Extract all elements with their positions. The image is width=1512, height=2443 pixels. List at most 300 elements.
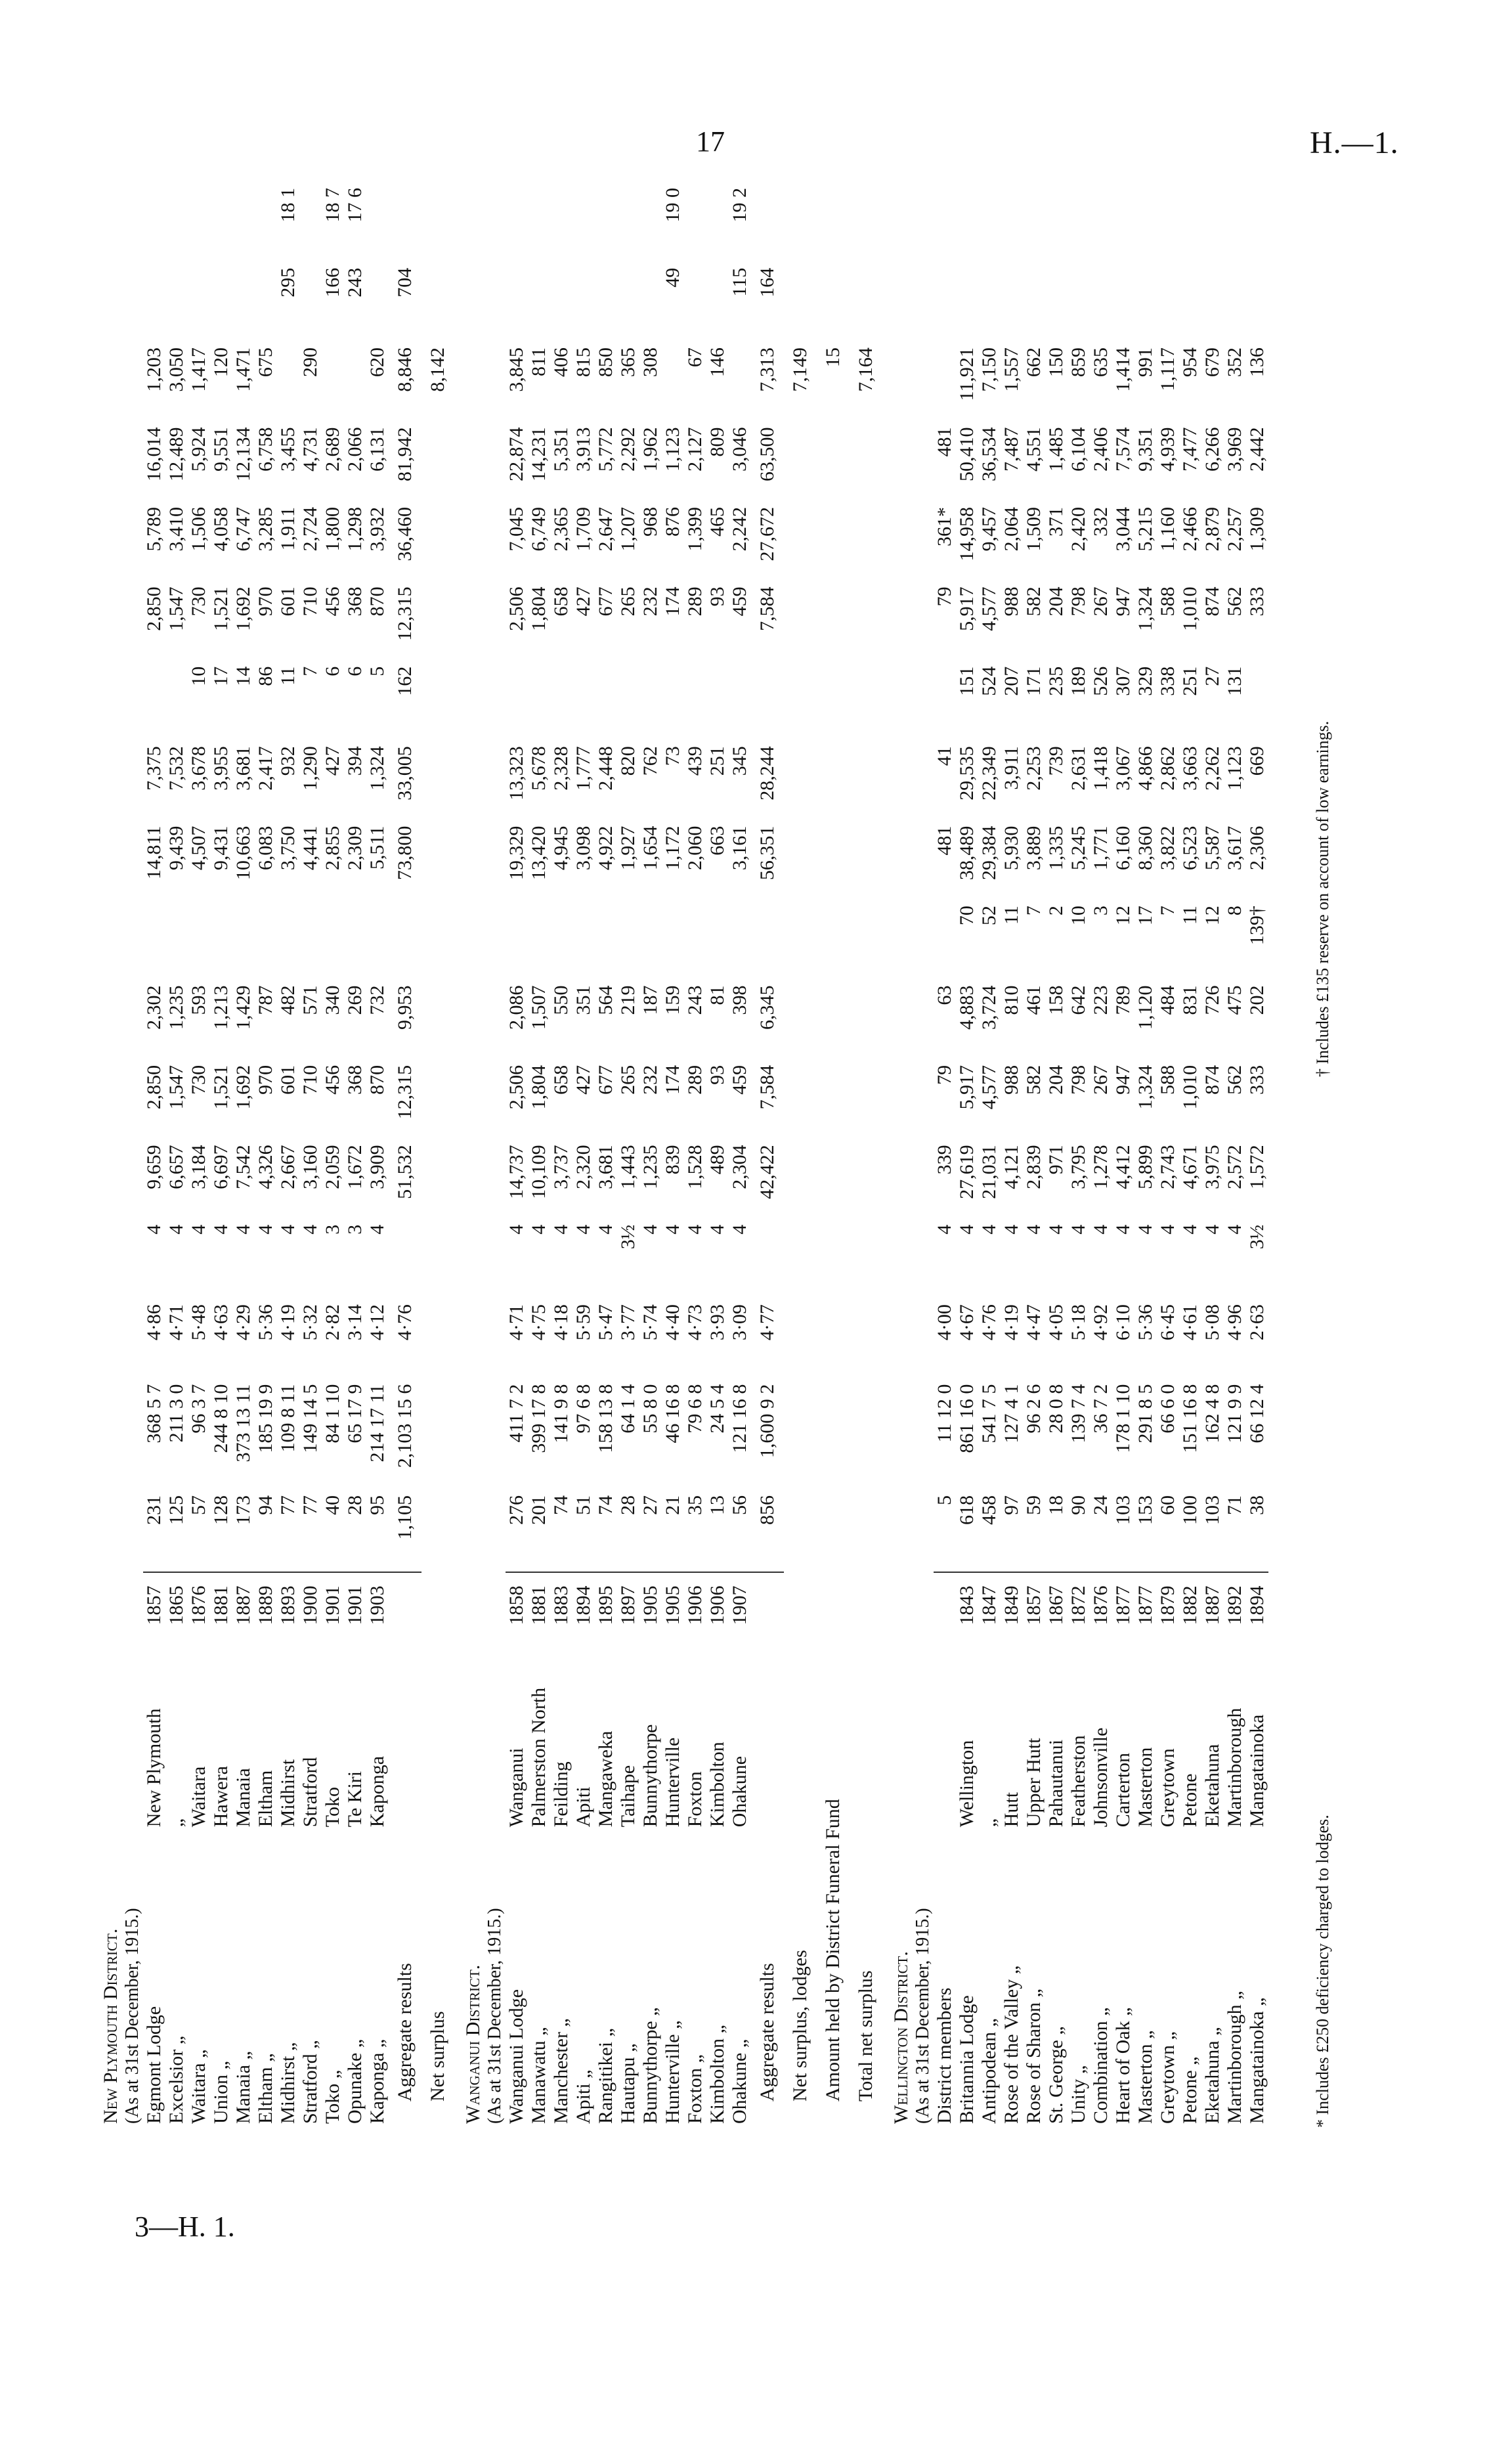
value-cell: 332 (1090, 506, 1112, 537)
lodge-name: Union „ (210, 2061, 232, 2124)
table-row (277, 184, 299, 2128)
members-count: 51 (572, 1491, 595, 1572)
value-cell: 5,772 (595, 427, 616, 472)
value-cell: 988 (1001, 1065, 1022, 1095)
aggregate-value: 81,942 (394, 427, 416, 482)
value-cell: 1,309 (1246, 506, 1268, 552)
value-cell (1068, 264, 1090, 343)
value-cell: 4,945 (550, 825, 572, 871)
table-row (188, 184, 210, 2128)
lodge-year: 1872 (1068, 1585, 1089, 1625)
lodge-name: Eltham „ (255, 2053, 276, 2124)
interest-rate: 4 (934, 1224, 955, 1235)
interest-rate: 4 (366, 1224, 388, 1235)
lodge-name: Wanganui Lodge (506, 1989, 527, 2124)
value-cell: 17 (210, 666, 232, 686)
lodge-name: Mangatainoka „ (1246, 1997, 1268, 2124)
interest-rate: 3 (322, 1224, 343, 1235)
district-subtitle: (As at 31st December, 1915.) (485, 1908, 505, 2124)
aggregate-value: 36,460 (394, 506, 416, 561)
value-cell: 3,067 (1112, 746, 1134, 791)
table-row (143, 184, 165, 2128)
interest-rate: 4 (1134, 1224, 1156, 1235)
table-row (729, 184, 751, 2128)
value-cell: 41 (934, 746, 955, 766)
lodge-year: 1897 (617, 1585, 639, 1625)
value-cell (1246, 663, 1268, 742)
value-cell: 730 (188, 1065, 209, 1095)
table-row (1246, 184, 1268, 2128)
value-cell: 2,257 (1224, 506, 1245, 552)
value-cell (322, 343, 344, 423)
value-cell (729, 902, 751, 981)
funds-value: 84 1 10 (322, 1384, 343, 1443)
value-cell: 351 (572, 985, 594, 1015)
interest-rate: 4 (595, 1224, 616, 1235)
value-cell: 2,304 (729, 1145, 750, 1189)
rate-value: 4·67 (956, 1304, 978, 1341)
value-cell: 12,134 (232, 427, 254, 482)
value-cell: 7 (1023, 906, 1045, 916)
value-cell: 3,681 (595, 1145, 616, 1189)
value-cell: 5 (366, 666, 388, 676)
table-row (595, 184, 617, 2128)
value-cell: 947 (1112, 586, 1134, 617)
value-cell (1045, 184, 1068, 264)
rate-value: 2·63 (1246, 1304, 1268, 1341)
value-cell: 289 (684, 1065, 706, 1095)
members-count: 28 (617, 1491, 639, 1572)
members-count: 28 (344, 1491, 366, 1572)
value-cell: 1,521 (210, 1065, 232, 1110)
value-cell (956, 264, 978, 343)
value-cell: 204 (1045, 586, 1067, 617)
interest-rate: 4 (729, 1224, 750, 1235)
rate-value: 4·47 (1023, 1304, 1045, 1341)
table-row (1090, 184, 1112, 2128)
lodge-year: 1843 (956, 1585, 978, 1625)
value-cell: 86 (255, 666, 276, 686)
value-cell: 11 (1179, 906, 1201, 925)
value-cell: 7,150 (978, 347, 1000, 392)
aggregate-value (751, 902, 784, 981)
lodge-town: Hutt (1001, 1792, 1022, 1828)
value-cell: 394 (344, 746, 366, 776)
funds-value: 185 19 9 (255, 1384, 276, 1453)
value-cell: 3,678 (188, 746, 209, 791)
funds-value: 66 12 4 (1246, 1384, 1268, 1443)
value-cell: 3,909 (366, 1145, 388, 1189)
value-cell: 3,161 (729, 825, 750, 871)
table-row (528, 184, 550, 2128)
table-row (956, 184, 978, 2128)
table-row (210, 184, 232, 2128)
rate-value: 4·73 (684, 1304, 706, 1341)
value-cell (572, 184, 595, 264)
value-cell: 70 (956, 906, 978, 926)
value-cell (1201, 184, 1224, 264)
district-title-row (454, 184, 485, 2128)
value-cell (662, 902, 684, 981)
value-cell: 93 (706, 1065, 728, 1085)
rate-value: 2·82 (322, 1304, 343, 1341)
lodge-year (934, 1572, 956, 1639)
value-cell (978, 184, 1001, 264)
value-cell: 710 (299, 1065, 321, 1095)
members-count: 276 (506, 1491, 528, 1572)
value-cell (1090, 184, 1112, 264)
value-cell: 2,320 (572, 1145, 594, 1189)
value-cell: 9,351 (1134, 427, 1156, 472)
rate-value: 4·63 (210, 1304, 232, 1341)
value-cell: 243 (684, 985, 706, 1015)
value-cell (595, 663, 617, 742)
lodge-name: Manaia „ (232, 2051, 254, 2124)
lodge-name: Manchester „ (550, 2018, 572, 2124)
funds-value: 178 1 10 (1112, 1384, 1134, 1453)
aggregate-value: 51,532 (394, 1145, 416, 1199)
value-cell (572, 264, 595, 343)
value-cell: 19 0 (662, 188, 683, 223)
value-cell (366, 184, 389, 264)
value-cell: 1,962 (639, 427, 661, 472)
value-cell: 456 (322, 1065, 343, 1095)
value-cell: 267 (1090, 1065, 1112, 1095)
funds-value: 139 7 4 (1068, 1384, 1089, 1443)
value-cell: 2,850 (143, 586, 165, 631)
value-cell: 1,298 (344, 506, 366, 552)
aggregate-value: 73,800 (394, 825, 416, 881)
value-cell: 73 (662, 746, 683, 766)
value-cell: 6,758 (255, 427, 276, 472)
value-cell: 19,329 (506, 825, 527, 881)
aggregate-value: 164 (756, 267, 778, 297)
value-cell: 295 (277, 267, 299, 297)
net-surplus-value: 8,142 (427, 347, 448, 392)
value-cell: 726 (1201, 985, 1223, 1015)
rate-value: 6·45 (1157, 1304, 1178, 1341)
value-cell (978, 264, 1001, 343)
value-cell (684, 264, 706, 343)
value-cell: 1,443 (617, 1145, 639, 1189)
value-cell: 49 (662, 267, 683, 288)
interest-rate: 4 (210, 1224, 232, 1235)
value-cell: 550 (550, 985, 572, 1015)
rate-value: 3·14 (344, 1304, 366, 1341)
aggregate-value: 28,244 (756, 746, 778, 801)
value-cell: 2,262 (1201, 746, 1223, 791)
funds-value: 861 16 0 (956, 1384, 978, 1453)
value-cell: 620 (366, 347, 388, 378)
district-title: Wanganui District. (462, 1964, 484, 2124)
value-cell: 2,466 (1179, 506, 1201, 552)
value-cell: 1,521 (210, 586, 232, 631)
value-cell: 459 (729, 1065, 750, 1095)
members-count: 5 (934, 1491, 956, 1572)
funds-value: 96 2 6 (1023, 1384, 1045, 1434)
value-cell (1112, 184, 1134, 264)
value-cell (1045, 264, 1068, 343)
value-cell (1157, 264, 1179, 343)
rate-value: 6·10 (1112, 1304, 1134, 1341)
value-cell (956, 184, 978, 264)
value-cell: 839 (662, 1145, 683, 1175)
value-cell: 1,235 (639, 1145, 661, 1189)
value-cell (299, 264, 322, 343)
value-cell: 235 (1045, 666, 1067, 696)
net-surplus-row (817, 184, 850, 2128)
value-cell: 333 (1246, 1065, 1268, 1095)
lodge-year: 1883 (550, 1585, 572, 1625)
lodge-name: Hautapu „ (617, 2043, 639, 2124)
interest-rate: 4 (506, 1224, 527, 1235)
value-cell (528, 264, 550, 343)
value-cell (595, 184, 617, 264)
lodge-town: Carterton (1112, 1752, 1134, 1828)
value-cell: 159 (662, 985, 683, 1015)
footnote-deficiency: * Includes £250 deficiency charged to lodges. (1313, 1815, 1332, 2128)
value-cell: 189 (1068, 666, 1089, 696)
table-row (1112, 184, 1134, 2128)
lodge-town: Eketahuna (1201, 1744, 1223, 1828)
value-cell (277, 343, 299, 423)
value-cell: 9,431 (210, 825, 232, 871)
interest-rate: 4 (255, 1224, 276, 1235)
value-cell: 1,278 (1090, 1145, 1112, 1189)
rate-value: 4·18 (550, 1304, 572, 1341)
value-cell: 79 (934, 1065, 955, 1085)
funds-value: 121 9 9 (1224, 1384, 1245, 1443)
value-cell (210, 264, 232, 343)
value-cell: 2,127 (684, 427, 706, 472)
value-cell: 398 (729, 985, 750, 1015)
value-cell: 427 (572, 586, 594, 617)
table-row (1157, 184, 1179, 2128)
aggregate-rate: 4·77 (756, 1304, 778, 1341)
funds-value: 151 16 8 (1179, 1384, 1201, 1453)
value-cell (165, 184, 188, 264)
value-cell: 371 (1045, 506, 1067, 537)
funds-value: 141 9 8 (550, 1384, 572, 1443)
value-cell: 29,384 (978, 825, 1000, 881)
rate-value: 4·12 (366, 1304, 388, 1341)
aggregate-label: Aggregate results (756, 1963, 778, 2102)
value-cell: 601 (277, 586, 299, 617)
funds-value: 244 8 10 (210, 1384, 232, 1453)
value-cell (143, 264, 165, 343)
value-cell (1179, 184, 1201, 264)
lodge-town: Mangaweka (595, 1730, 616, 1828)
value-cell: 333 (1246, 586, 1268, 617)
value-cell (506, 184, 528, 264)
table-row (1023, 184, 1045, 2128)
value-cell: 29,535 (956, 746, 978, 801)
rate-value: 4·40 (662, 1304, 683, 1341)
table-row (366, 184, 389, 2128)
interest-rate: 3 (344, 1224, 366, 1235)
table-row (978, 184, 1001, 2128)
value-cell: 269 (344, 985, 366, 1015)
members-count: 125 (165, 1491, 188, 1572)
value-cell: 4,939 (1157, 427, 1178, 472)
interest-rate: 4 (165, 1224, 187, 1235)
lodge-town: Petone (1179, 1773, 1201, 1828)
value-cell (595, 264, 617, 343)
lodge-year: 1905 (639, 1585, 661, 1625)
value-cell: 1,911 (277, 506, 299, 551)
members-count: 27 (639, 1491, 662, 1572)
funds-value: 162 4 8 (1201, 1384, 1223, 1443)
rate-value: 4·00 (934, 1304, 955, 1341)
value-cell: 991 (1134, 347, 1156, 378)
lodge-name: Opunake „ (344, 2038, 366, 2124)
document-reference: H.—1. (1310, 125, 1399, 160)
value-cell (1224, 264, 1246, 343)
lodge-year: 1887 (232, 1585, 254, 1625)
value-cell: 174 (662, 586, 683, 617)
interest-rate: 4 (550, 1224, 572, 1235)
value-cell (639, 663, 662, 742)
value-cell: 202 (1246, 985, 1268, 1015)
value-cell: 3,737 (550, 1145, 572, 1189)
interest-rate: 4 (1157, 1224, 1178, 1235)
lodge-year: 1881 (528, 1585, 550, 1625)
value-cell: 10 (1068, 906, 1089, 926)
lodge-name: Waitara „ (188, 2049, 209, 2124)
value-cell: 3,724 (978, 985, 1000, 1030)
district-subtitle-row (485, 184, 506, 2128)
members-count: 71 (1224, 1491, 1246, 1572)
district-title-row (882, 184, 913, 2128)
value-cell: 18 1 (277, 188, 299, 223)
value-cell: 1,927 (617, 825, 639, 871)
value-cell: 5,215 (1134, 506, 1156, 552)
value-cell: 968 (639, 506, 661, 537)
funds-value: 11 12 0 (934, 1384, 955, 1443)
value-cell: 809 (706, 427, 728, 457)
interest-rate: 4 (639, 1224, 661, 1235)
lodge-town: Apiti (572, 1786, 594, 1828)
funds-value: 373 13 11 (232, 1384, 254, 1463)
table-row (1224, 184, 1246, 2128)
value-cell: 2,839 (1023, 1145, 1045, 1189)
value-cell: 1,692 (232, 1065, 254, 1110)
table-row (232, 184, 255, 2128)
value-cell: 368 (344, 586, 366, 617)
value-cell: 2,406 (1090, 427, 1112, 472)
value-cell: 658 (550, 1065, 572, 1095)
value-cell: 9,551 (210, 427, 232, 472)
value-cell: 789 (1112, 985, 1134, 1015)
value-cell: 1,804 (528, 586, 550, 631)
interest-rate: 4 (978, 1224, 1000, 1235)
value-cell (143, 184, 165, 264)
lodge-town: Wellington (956, 1740, 978, 1828)
value-cell: 17 6 (344, 188, 366, 223)
value-cell: 954 (1179, 347, 1201, 378)
value-cell: 4,922 (595, 825, 616, 871)
value-cell: 6 (322, 666, 343, 676)
lodge-name: Manawatu „ (528, 2027, 550, 2124)
members-count: 90 (1068, 1491, 1090, 1572)
table-row (572, 184, 595, 2128)
value-cell: 662 (1023, 347, 1045, 378)
value-cell: 329 (1134, 666, 1156, 696)
aggregate-funds: 1,600 9 2 (756, 1384, 778, 1459)
members-count: 95 (366, 1491, 389, 1572)
rate-value: 3·93 (706, 1304, 728, 1341)
rate-value: 4·86 (143, 1304, 165, 1341)
members-count: 59 (1023, 1491, 1045, 1572)
value-cell: 223 (1090, 985, 1112, 1015)
value-cell: 19 2 (729, 188, 750, 223)
value-cell: 732 (366, 985, 388, 1015)
value-cell: 219 (617, 985, 639, 1015)
rate-value: 5·36 (1134, 1304, 1156, 1341)
members-count: 97 (1001, 1491, 1023, 1572)
value-cell: 5,511 (366, 825, 388, 870)
value-cell: 3,750 (277, 825, 299, 871)
value-cell: 2,667 (277, 1145, 299, 1189)
value-cell: 3,285 (255, 506, 276, 552)
value-cell: 820 (617, 746, 639, 776)
value-cell: 2,309 (344, 825, 366, 871)
lodge-town: Greytown (1157, 1748, 1178, 1828)
members-count: 38 (1246, 1491, 1268, 1572)
value-cell: 4,412 (1112, 1145, 1134, 1189)
table-row (1134, 184, 1157, 2128)
lodge-name: Kaponga „ (366, 2038, 388, 2124)
aggregate-value: 704 (394, 267, 416, 297)
lodge-town: Hunterville (662, 1737, 683, 1828)
value-cell: 1,804 (528, 1065, 550, 1110)
table-row (706, 184, 729, 2128)
value-cell: 9,457 (978, 506, 1000, 552)
value-cell: 675 (255, 347, 276, 378)
value-cell (210, 184, 232, 264)
lodge-town: „ (978, 1818, 1000, 1828)
value-cell: 17 (1134, 906, 1156, 926)
sheet-mark: 3—H. 1. (135, 2211, 235, 2243)
rate-value: 5·48 (188, 1304, 209, 1341)
interest-rate: 4 (1045, 1224, 1067, 1235)
value-cell: 13,420 (528, 825, 550, 881)
funds-value: 97 6 8 (572, 1384, 594, 1434)
value-cell: 524 (978, 666, 1000, 696)
value-cell: 187 (639, 985, 661, 1015)
value-cell: 459 (729, 586, 750, 617)
interest-rate: 4 (143, 1224, 165, 1235)
table-row (684, 184, 706, 2128)
net-surplus-row (784, 184, 817, 2128)
district-title-row (92, 184, 122, 2128)
net-surplus-label: Amount held by District Funeral Fund (822, 1799, 844, 2102)
value-cell (729, 343, 751, 423)
rate-value: 5·47 (595, 1304, 616, 1341)
funds-value: 368 5 7 (143, 1384, 165, 1443)
members-count: 57 (188, 1491, 210, 1572)
value-cell: 2,448 (595, 746, 616, 791)
value-cell: 947 (1112, 1065, 1134, 1095)
value-cell (617, 663, 639, 742)
value-cell (1179, 264, 1201, 343)
value-cell: 11 (1001, 906, 1022, 925)
value-cell (528, 663, 550, 742)
value-cell (506, 663, 528, 742)
value-cell: 1,120 (1134, 985, 1156, 1030)
rate-value: 4·75 (528, 1304, 550, 1341)
value-cell (165, 264, 188, 343)
